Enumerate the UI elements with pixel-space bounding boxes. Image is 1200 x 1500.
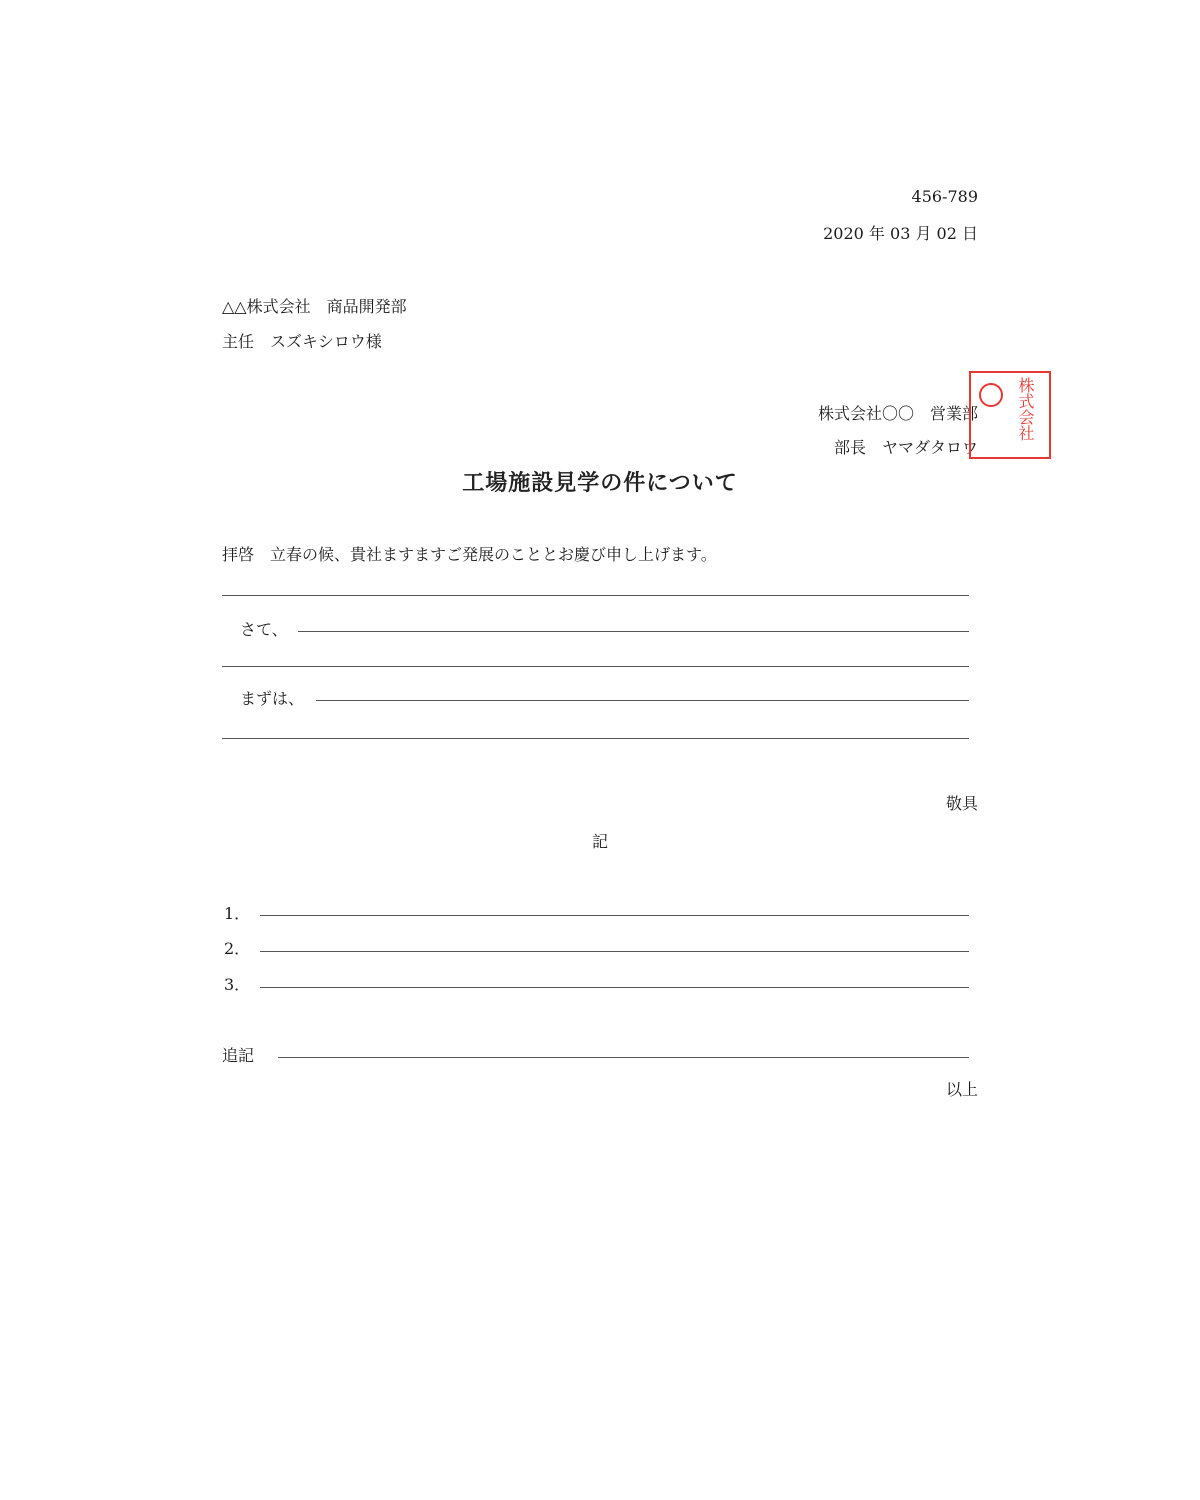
closing-keigu: 敬具	[945, 794, 978, 813]
seal-text: 株式会社	[1016, 377, 1035, 441]
sender-company: 株式会社〇〇 営業部	[817, 404, 978, 423]
ki-item-3-line	[260, 987, 969, 988]
mazuwa-text: まずは、	[240, 689, 305, 708]
sender-person: 部長 ヤマダタロウ	[833, 438, 978, 457]
ki-heading: 記	[591, 832, 608, 851]
blank-line	[298, 631, 969, 632]
blank-line	[316, 700, 969, 701]
recipient-company: △△株式会社 商品開発部	[222, 297, 407, 316]
company-seal-stamp	[969, 371, 1051, 459]
blank-line	[222, 666, 969, 667]
ki-item-2-line	[260, 951, 969, 952]
greeting-text: 拝啓 立春の候、貴社ますますご発展のこととお慶び申し上げます。	[222, 545, 717, 564]
closing-ijou: 以上	[945, 1080, 978, 1099]
ki-item-3-number: 3．	[224, 975, 251, 994]
document-number: 456-789	[911, 187, 978, 206]
ki-item-1-line	[260, 915, 969, 916]
sate-text: さて、	[240, 620, 288, 639]
document-date: 2020 年 03 月 02 日	[823, 224, 978, 243]
blank-line	[222, 738, 969, 739]
document-title: 工場施設見学の件について	[462, 471, 738, 496]
postscript-line	[278, 1057, 969, 1058]
blank-line	[222, 595, 969, 596]
recipient-person: 主任 スズキシロウ様	[222, 332, 382, 351]
ki-item-2-number: 2．	[224, 939, 251, 958]
postscript-label: 追記	[222, 1046, 255, 1065]
ki-item-1-number: 1．	[224, 904, 251, 923]
seal-circle-icon	[979, 383, 1003, 407]
